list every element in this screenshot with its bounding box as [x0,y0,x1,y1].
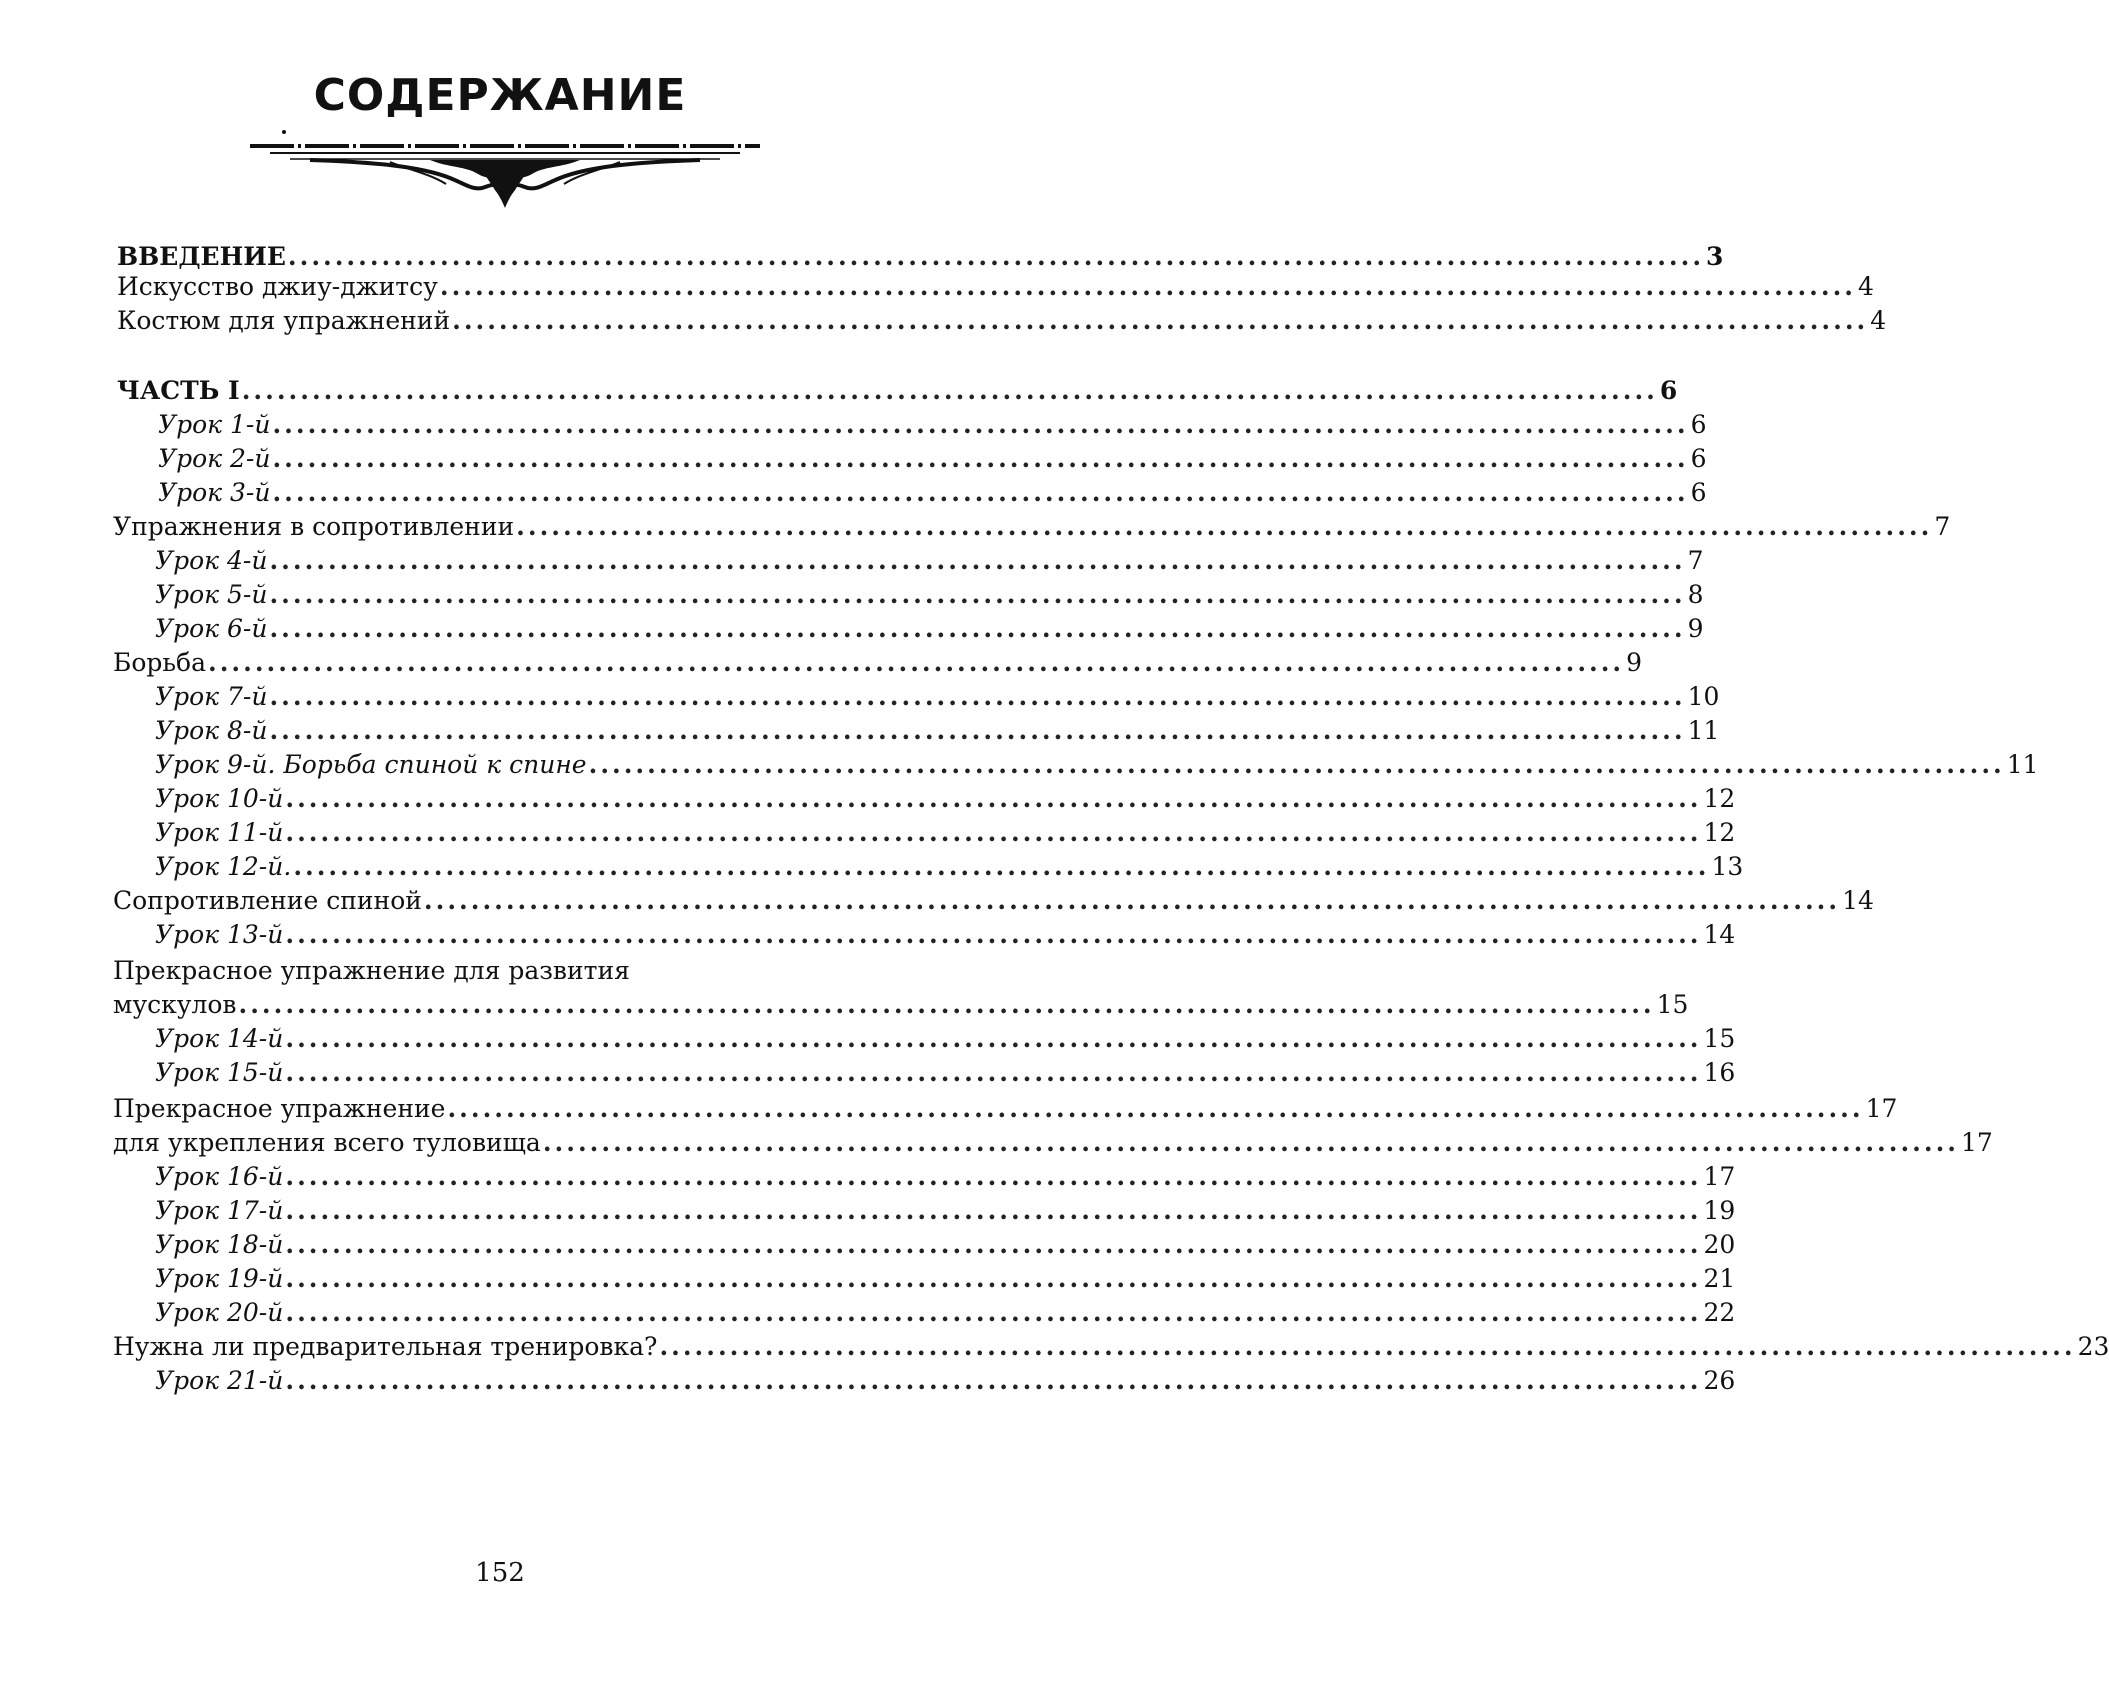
leader-dots: ......................................................................................................................... [269,546,1686,575]
toc-entry [117,372,1678,409]
toc-entry-label: Упражнения в сопротивлении [113,512,515,541]
toc-entry-page: 11 [2006,750,2039,779]
toc-entry [158,474,1707,511]
toc-entry-label: Урок 21-й [155,1366,284,1395]
toc-entry-page: 6 [1690,444,1707,473]
toc-entry-page: 9 [1687,614,1704,643]
toc-entry-page: 4 [1858,272,1874,301]
toc-entry-page: 21 [1703,1264,1736,1293]
toc-entry-label: Борьба [113,648,206,677]
toc-entry-label: Урок 8-й [155,716,268,745]
toc-entry-label: Урок 5-й [155,580,268,609]
toc-entry-label: мускулов [113,990,237,1019]
toc-entry-page: 16 [1703,1058,1736,1087]
toc-entry-page: 20 [1703,1230,1736,1259]
toc-entry [117,268,1874,305]
toc-entry [155,1020,1736,1057]
toc-entry-label: Урок 3-й [158,478,271,507]
leader-dots: ......................................................................................................................... [542,1128,1959,1157]
toc-entry [155,1054,1736,1091]
toc-entry-page: 7 [1687,546,1704,575]
toc-entry-label: Урок 10-й [155,784,284,813]
toc-entry-label: Урок 14-й [155,1024,284,1053]
toc-entry [113,508,1951,545]
toc-entry [155,712,1720,749]
toc-entry [155,678,1720,715]
leader-dots: ......................................................................................................................... [269,580,1686,609]
leader-dots: ......................................................................................................................... [272,410,1689,439]
toc-entry-label: Урок 1-й [158,410,271,439]
toc-entry-label: Урок 2-й [158,444,271,473]
toc-entry-page: 15 [1656,990,1689,1019]
toc-entry-page: 17 [1960,1128,1993,1157]
toc-entry-page: 19 [1703,1196,1736,1225]
toc-entry-label: Урок 12-й. [155,852,292,881]
toc-entry-label: Урок 19-й [155,1264,284,1293]
toc-entry [113,644,1643,681]
toc-entry [155,1158,1736,1195]
toc-entry-page: 22 [1703,1298,1736,1327]
toc-entry-label: Нужна ли предварительная тренировка? [113,1332,658,1361]
toc-entry [113,882,1874,919]
leader-dots: ......................................................................................................................... [293,852,1710,881]
page-number: 152 [475,1558,525,1588]
toc-entry [158,406,1707,443]
toc-entry [113,1124,1993,1161]
toc-entry [155,746,2039,783]
toc-entry-page: 10 [1687,682,1720,711]
toc-entry-page: 23 [2077,1332,2109,1361]
toc-entry [155,916,1736,953]
toc-entry-page: 7 [1934,512,1951,541]
toc-entry-label: Урок 13-й [155,920,284,949]
toc-entry-page: 17 [1865,1094,1898,1123]
toc-entry-label: Искусство джиу-джитсу [117,272,438,301]
toc-entry-label: ВВЕДЕНИЕ [117,242,286,271]
leader-dots: ......................................................................................................................... [241,376,1658,405]
toc-entry-label: для укрепления всего туловища [113,1128,541,1157]
toc-entry-label: Урок 7-й [155,682,268,711]
toc-entry [155,542,1704,579]
leader-dots: ......................................................................................................................... [238,990,1655,1019]
leader-dots: ......................................................................................................................... [452,306,1869,335]
toc-entry [113,1090,1898,1127]
leader-dots: ......................................................................................................................... [285,1024,1702,1053]
toc-entry [155,1260,1736,1297]
toc-entry [155,780,1736,817]
toc-entry-label: Урок 6-й [155,614,268,643]
toc-entry [155,814,1736,851]
toc-entry-page: 17 [1703,1162,1736,1191]
toc-entry-page: 13 [1711,852,1744,881]
toc-entry-label-line1: Прекрасное упражнение для развития [113,956,630,985]
leader-dots: ......................................................................................................................... [285,1366,1702,1395]
leader-dots: ......................................................................................................................... [269,614,1686,643]
leader-dots: ......................................................................................................................... [269,682,1686,711]
toc-entry-label: Урок 18-й [155,1230,284,1259]
leader-dots: ......................................................................................................................... [423,886,1841,915]
toc-entry-page: 8 [1687,580,1704,609]
toc-entry-page: 3 [1706,242,1724,271]
toc-entry-label: Прекрасное упражнение [113,1094,446,1123]
leader-dots: ......................................................................................................................... [516,512,1933,541]
toc-entry [155,1294,1736,1331]
toc-entry [117,302,1887,339]
leader-dots: ......................................................................................................................... [285,1196,1702,1225]
leader-dots: ......................................................................................................................... [208,648,1625,677]
toc-entry-page: 11 [1687,716,1720,745]
page-title: СОДЕРЖАНИЕ [313,70,687,121]
toc-entry-label: Урок 4-й [155,546,268,575]
leader-dots: ......................................................................................................................... [285,784,1702,813]
toc-entry-label: ЧАСТЬ I [117,376,240,405]
toc-entry-label: Урок 20-й [155,1298,284,1327]
toc-entry-page: 6 [1690,410,1707,439]
toc-entry [113,986,1689,1023]
toc-entry-label: Урок 15-й [155,1058,284,1087]
toc-entry-page: 6 [1659,376,1678,405]
leader-dots: ......................................................................................................................... [447,1094,1864,1123]
leader-dots: ......................................................................................................................... [285,1058,1702,1087]
toc-entry [155,1362,1736,1399]
leader-dots: ......................................................................................................................... [588,750,2005,779]
leader-dots: ......................................................................................................................... [659,1332,2076,1361]
toc-entry-page: 12 [1703,818,1736,847]
toc-entry-page: 6 [1690,478,1707,507]
toc-entry-page: 15 [1703,1024,1736,1053]
decorative-divider-icon [250,128,760,210]
toc-entry [158,440,1707,477]
toc-entry-label: Урок 9-й. Борьба спиной к спине [155,750,587,779]
toc-entry-page: 12 [1703,784,1736,813]
leader-dots: ......................................................................................................................... [285,1298,1702,1327]
toc-entry-label: Урок 17-й [155,1196,284,1225]
toc-entry [155,576,1704,613]
leader-dots: ......................................................................................................................... [269,716,1686,745]
toc-entry [155,1226,1736,1263]
toc-entry-label: Костюм для упражнений [117,306,451,335]
toc-entry [113,1328,2109,1365]
leader-dots: ......................................................................................................................... [272,478,1689,507]
toc-entry-label: Сопротивление спиной [113,886,422,915]
leader-dots: ......................................................................................................................... [285,1230,1702,1259]
toc-entry [155,610,1704,647]
toc-entry-page: 26 [1703,1366,1736,1395]
leader-dots: ......................................................................................................................... [285,920,1702,949]
toc-entry-page: 9 [1626,648,1643,677]
leader-dots: ......................................................................................................................... [272,444,1689,473]
leader-dots: ......................................................................................................................... [287,242,1705,271]
toc-entry [155,848,1744,885]
leader-dots: ......................................................................................................................... [285,1264,1702,1293]
leader-dots: ......................................................................................................................... [285,818,1702,847]
leader-dots: ......................................................................................................................... [439,272,1856,301]
toc-entry-label: Урок 16-й [155,1162,284,1191]
toc-entry-page: 14 [1842,886,1874,915]
toc-entry [155,1192,1736,1229]
leader-dots: ......................................................................................................................... [285,1162,1702,1191]
toc-entry-label: Урок 11-й [155,818,284,847]
toc-entry-page: 4 [1870,306,1887,335]
toc-entry-page: 14 [1703,920,1736,949]
